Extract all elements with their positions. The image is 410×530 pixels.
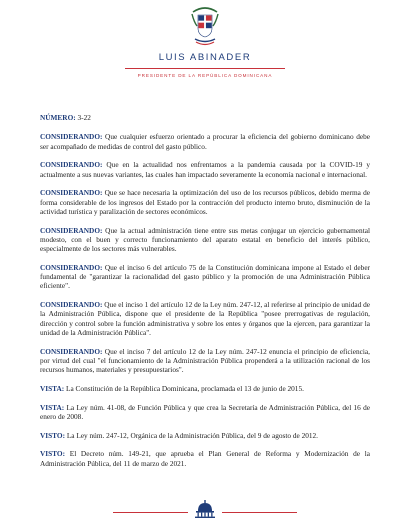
paragraph-text: Que cualquier esfuerzo orientado a procurar la eficiencia del gobierno dominicano debe ser acompañado de medidas de control del gasto público. (40, 132, 370, 151)
decree-body (40, 113, 370, 477)
paragraph-text: Que el inciso 1 del artículo 12 de la Ley núm. 247-12, al referirse al principio de unidad de la Administración Pública, dispone que el presidente de la República "posee prerrogativas de regulación, dirección y control sobre la función administrativa y sobre los entes y órganos que la ejercen, para garantizar la unidad de la Administración Pública". (40, 300, 370, 337)
considerando-7 (40, 347, 370, 375)
footer-divider-left (113, 512, 188, 513)
considerando-4 (40, 226, 370, 254)
paragraph-label: CONSIDERANDO: (40, 225, 103, 235)
considerando-2 (40, 160, 370, 179)
national-palace-icon (193, 500, 217, 518)
vista-2 (40, 403, 370, 422)
coat-of-arms-icon (190, 6, 220, 46)
decree-number-label: NÚMERO: (40, 113, 76, 122)
decree-number-value: 3-22 (77, 113, 91, 122)
vista-1 (40, 384, 370, 393)
footer-divider-right (222, 512, 297, 513)
president-name: LUIS ABINADER (158, 52, 252, 63)
paragraph-label: CONSIDERANDO: (40, 132, 103, 142)
considerando-3 (40, 188, 370, 216)
paragraph-label: VISTA: (40, 402, 65, 412)
paragraph-label: VISTO: (40, 430, 66, 440)
header-divider (125, 68, 285, 69)
president-title: PRESIDENTE DE LA REPÚBLICA DOMINICANA (137, 73, 273, 78)
considerando-6 (40, 300, 370, 337)
paragraph-text: La Constitución de la República Dominicana, proclamada el 13 de junio de 2015. (64, 383, 304, 393)
paragraph-text: El Decreto núm. 149-21, que aprueba el Plan General de Reforma y Modernización de la Administración Pública, del 11 de marzo de 2021. (40, 449, 370, 468)
paragraph-text: Que el inciso 7 del artículo 12 de la Ley núm. 247-12 enuncia el principio de eficiencia, por virtud del cual "el funcionamiento de la Administración Pública propenderá a la utilización racional de los recursos humanos, materiales y presupuestarios". (40, 346, 370, 375)
paragraph-label: CONSIDERANDO: (40, 300, 103, 310)
paragraph-label: VISTO: (40, 449, 66, 459)
paragraph-label: CONSIDERANDO: (40, 262, 103, 272)
paragraph-text: La Ley núm. 247-12, Orgánica de la Administración Pública, del 9 de agosto de 2012. (65, 430, 318, 440)
decree-number (40, 113, 370, 122)
paragraph-label: VISTA: (40, 383, 65, 393)
paragraph-label: CONSIDERANDO: (40, 188, 103, 198)
paragraph-text: Que el inciso 6 del artículo 75 de la Constitución dominicana impone al Estado el deber fundamental de "garantizar la racionalidad del gasto público y la promoción de una Administración Pública eficiente". (40, 262, 370, 291)
considerando-1 (40, 132, 370, 151)
paragraph-text: La Ley núm. 41-08, de Función Pública y que crea la Secretaría de Administración Pública, del 16 de enero de 2008. (40, 402, 370, 421)
paragraph-label: CONSIDERANDO: (40, 346, 103, 356)
paragraph-text: Que se hace necesaria la optimización del uso de los recursos públicos, debido merma de forma considerable de los ingresos del Estado por la contracción del producto interno bruto, disminución de la actividad turística y paralización de sectores económicos. (40, 188, 370, 216)
paragraph-text: Que en la actualidad nos enfrentamos a la pandemia causada por la COVID-19 y actualmente a sus nuevas variantes, las cuales han impactado severamente la economía nacional e internacional. (40, 160, 370, 179)
paragraph-text: Que la actual administración tiene entre sus metas conjugar un ejercicio gubernamental modesto, con el buen y correcto funcionamiento del aparato estatal en beneficio del interés público, especialmente de los sectores más vulnerables. (40, 225, 370, 254)
visto-2 (40, 449, 370, 468)
considerando-5 (40, 263, 370, 291)
paragraph-label: CONSIDERANDO: (40, 160, 103, 170)
visto-1 (40, 431, 370, 440)
